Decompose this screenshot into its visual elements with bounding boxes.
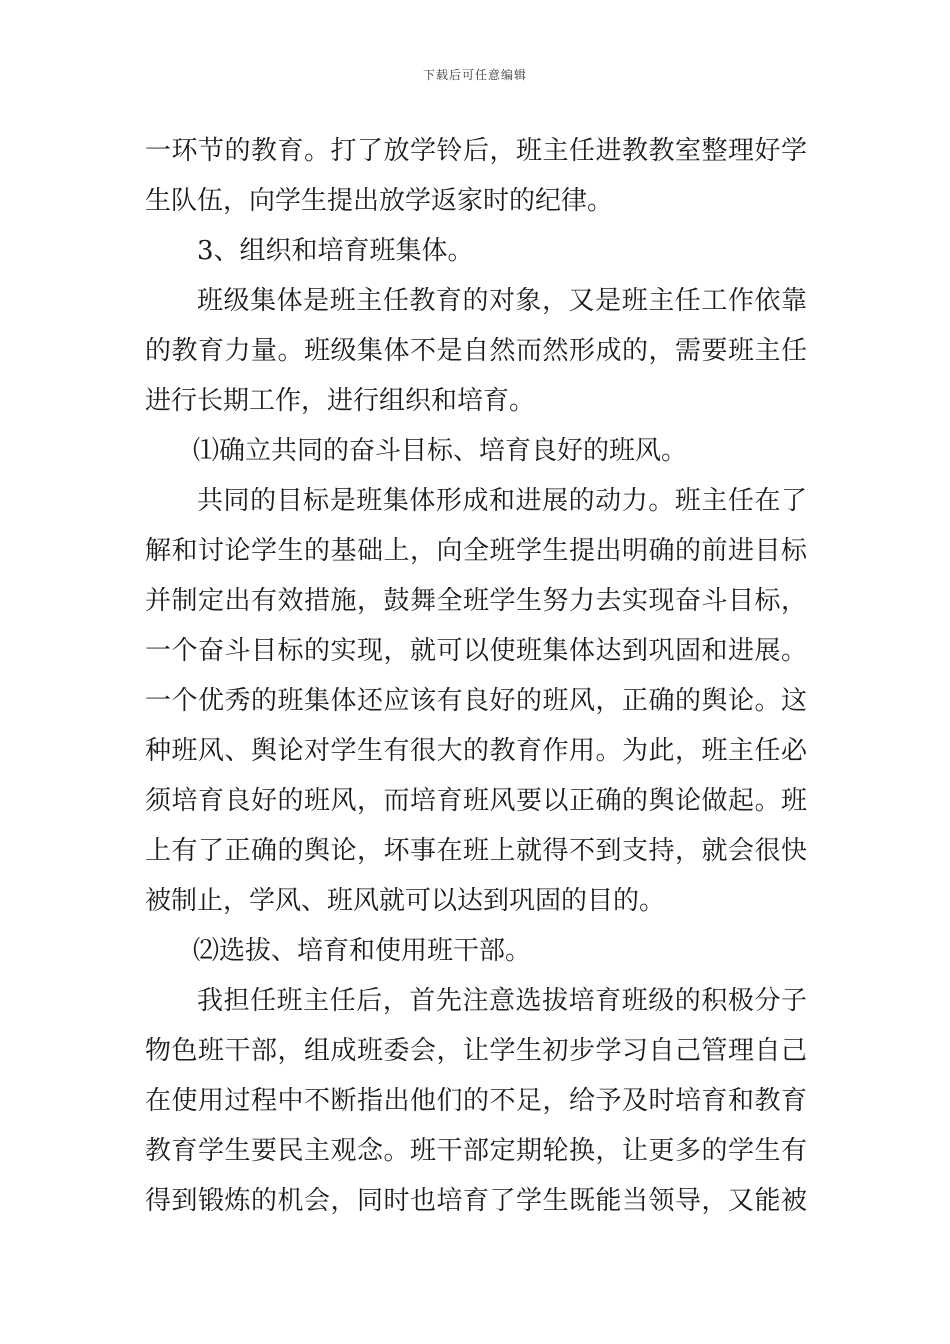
text-line: 一个优秀的班集体还应该有良好的班风，正确的舆论。这 xyxy=(145,686,807,716)
text-line: 被制止，学风、班风就可以达到巩固的目的。 xyxy=(145,886,666,916)
document-body xyxy=(145,126,807,1226)
text-line: 共同的目标是班集体形成和进展的动力。班主任在了 xyxy=(197,486,807,516)
subsection-heading: ⑴确立共同的奋斗目标、培育良好的班风。 xyxy=(193,436,688,466)
text-line: 上有了正确的舆论，坏事在班上就得不到支持，就会很快 xyxy=(145,836,807,866)
text-line: 进行长期工作，进行组织和培育。 xyxy=(145,386,536,416)
text-line: 班级集体是班主任教育的对象，又是班主任工作依靠 xyxy=(197,286,807,316)
text-line: 得到锻炼的机会，同时也培育了学生既能当领导，又能被 xyxy=(145,1186,807,1216)
text-line: 物色班干部，组成班委会，让学生初步学习自己管理自己 xyxy=(145,1036,807,1066)
text-line: 并制定出有效措施，鼓舞全班学生努力去实现奋斗目标， xyxy=(145,586,807,616)
text-line: 一个奋斗目标的实现，就可以使班集体达到巩固和进展。 xyxy=(145,636,807,666)
text-line: 的教育力量。班级集体不是自然而然形成的，需要班主任 xyxy=(145,336,807,366)
text-line: 一环节的教育。打了放学铃后，班主任进教教室整理好学 xyxy=(145,136,807,166)
section-heading: 3、组织和培育班集体。 xyxy=(197,236,474,266)
text-line: 种班风、舆论对学生有很大的教育作用。为此，班主任必 xyxy=(145,736,807,766)
header-note: 下载后可任意编辑 xyxy=(422,68,527,82)
text-line: 教育学生要民主观念。班干部定期轮换，让更多的学生有 xyxy=(145,1136,807,1166)
text-line: 生队伍，向学生提出放学返家时的纪律。 xyxy=(145,186,614,216)
text-line: 在使用过程中不断指出他们的不足，给予及时培育和教育 xyxy=(145,1086,807,1116)
subsection-heading: ⑵选拔、培育和使用班干部。 xyxy=(193,936,532,966)
text-line: 须培育良好的班风，而培育班风要以正确的舆论做起。班 xyxy=(145,786,807,816)
text-line: 解和讨论学生的基础上，向全班学生提出明确的前进目标 xyxy=(145,536,807,566)
text-line: 我担任班主任后，首先注意选拔培育班级的积极分子 xyxy=(197,986,807,1016)
